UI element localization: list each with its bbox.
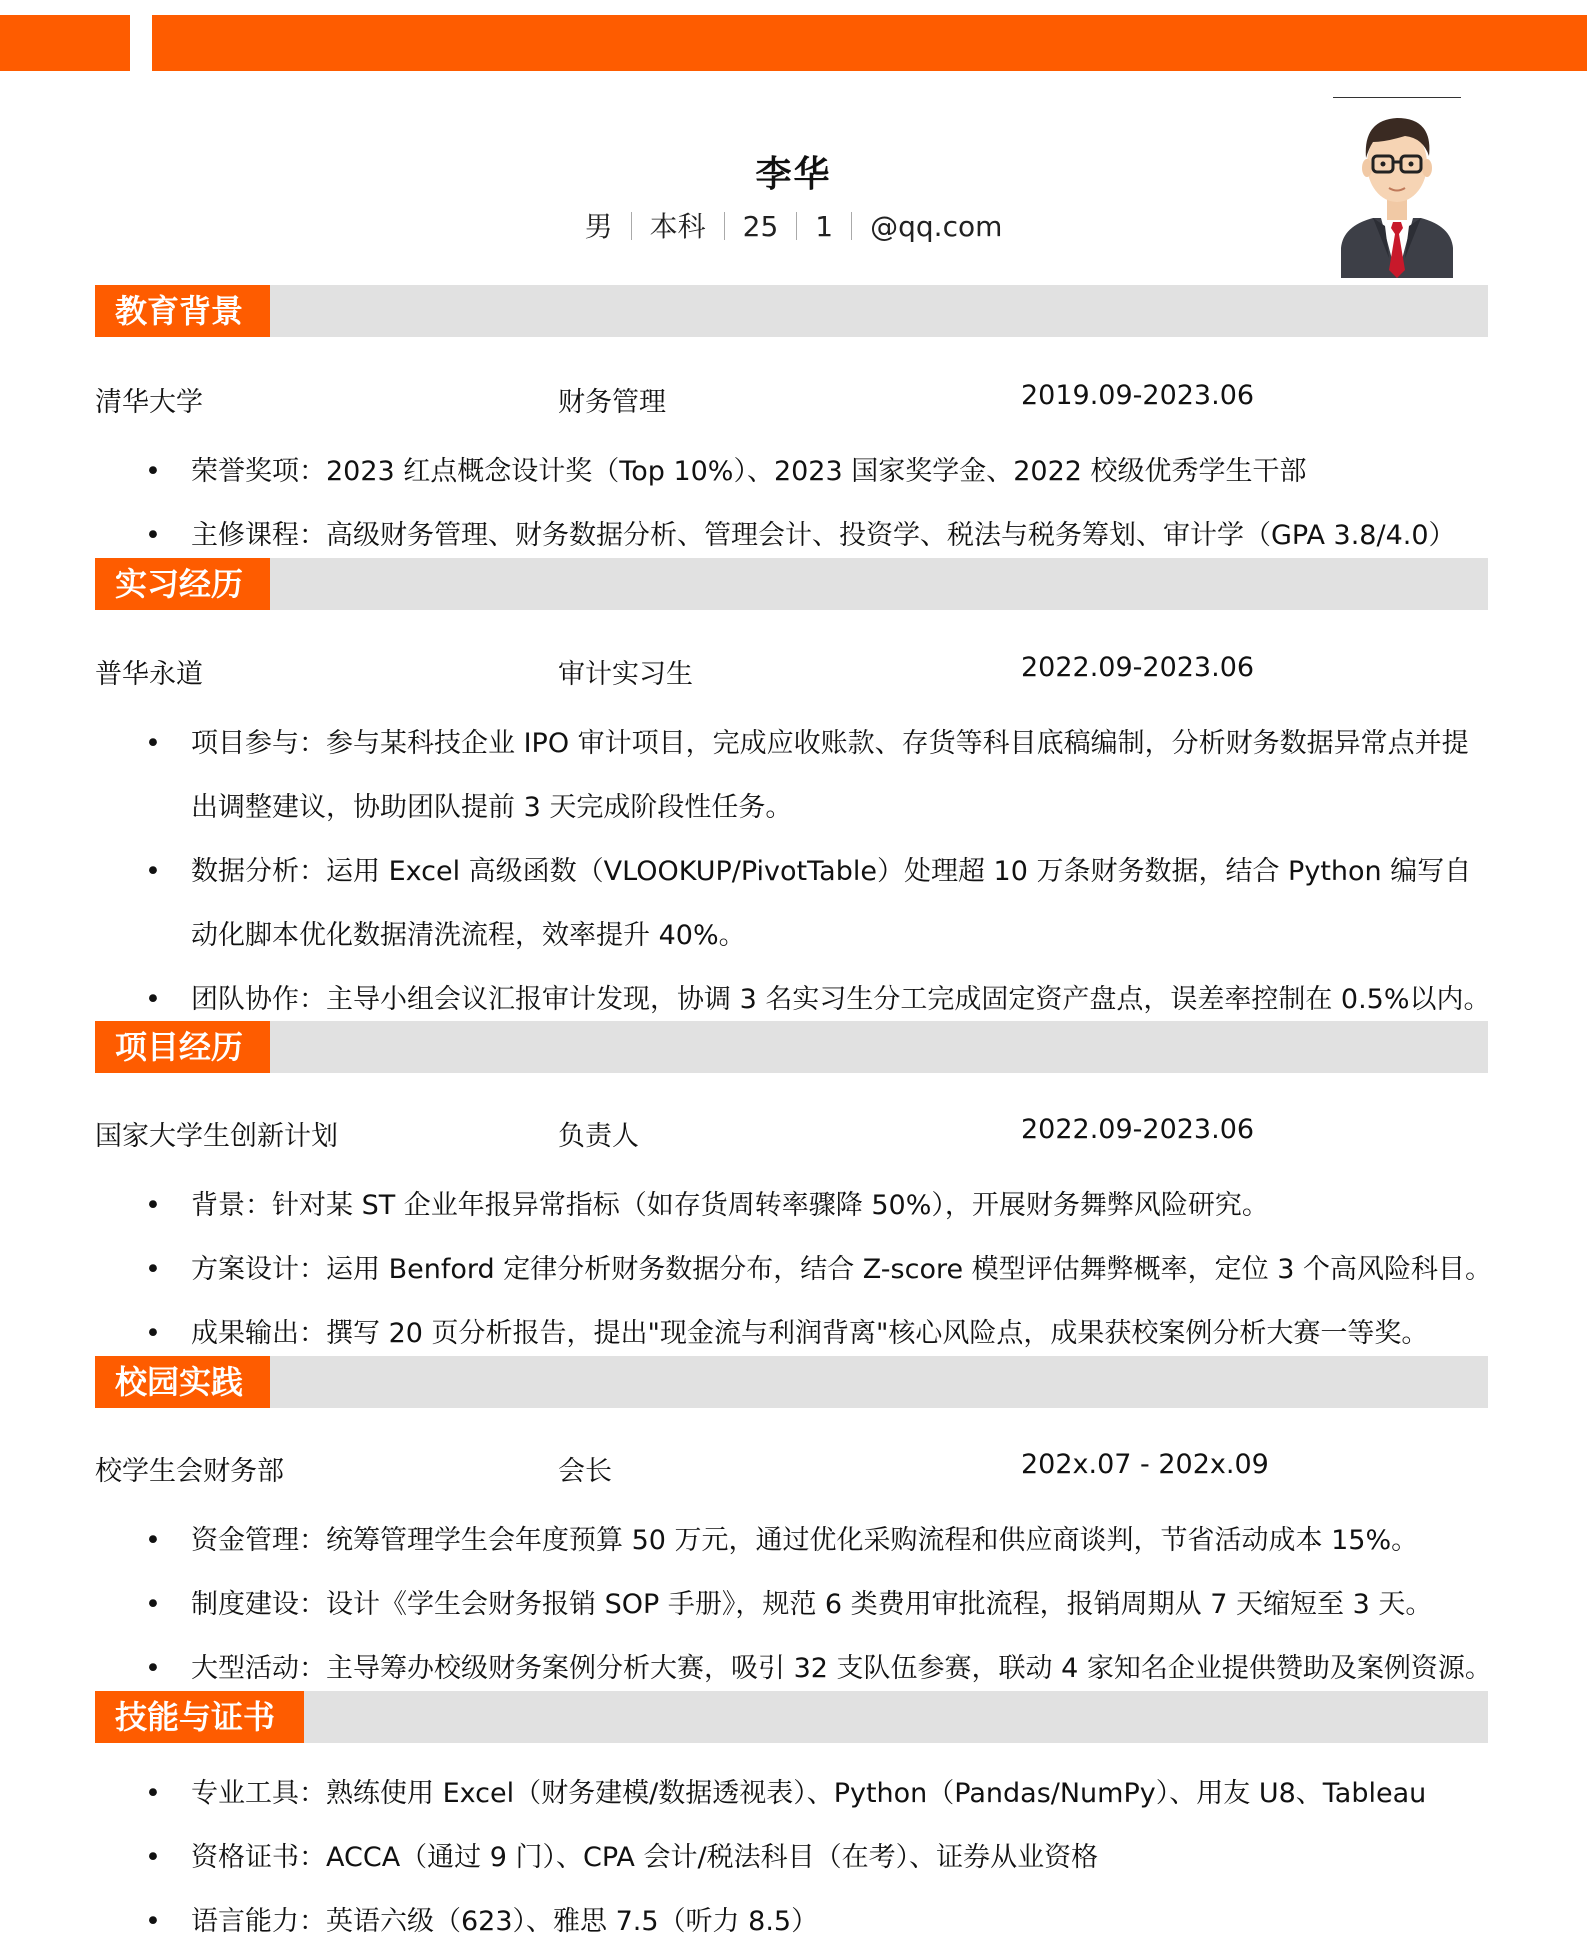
bullet-dot-icon: • — [145, 1778, 161, 1809]
internship-bullets — [95, 712, 1495, 1032]
list-item: • 荣誉奖项：2023 红点概念设计奖（Top 10%）、2023 国家奖学金、2022 校级优秀学生干部 — [95, 440, 1495, 504]
bullet-dot-icon: • — [145, 728, 161, 759]
project-entry — [95, 1114, 1488, 1154]
section-title-skills: 技能与证书 — [95, 1691, 304, 1743]
bullet-dot-icon: • — [145, 1190, 161, 1221]
list-item: • 制度建设：设计《学生会财务报销 SOP 手册》，规范 6 类费用审批流程，报销周期从 7 天缩短至 3 天。 — [95, 1573, 1495, 1637]
candidate-info — [0, 205, 1587, 245]
list-item: • 方案设计：运用 Benford 定律分析财务数据分布，结合 Z-score 模型评估舞弊概率，定位 3 个高风险科目。 — [95, 1238, 1495, 1302]
bullet-dot-icon: • — [145, 1906, 161, 1937]
section-bar-campus — [95, 1356, 1488, 1408]
project-period: 2022.09-2023.06 — [1021, 1114, 1255, 1145]
info-phone: 1 — [815, 210, 834, 243]
section-bar-project — [95, 1021, 1488, 1073]
education-period: 2019.09-2023.06 — [1021, 380, 1255, 411]
list-item: • 成果输出：撰写 20 页分析报告，提出"现金流与利润背离"核心风险点，成果获校案例分析大赛一等奖。 — [95, 1302, 1495, 1366]
campus-period: 202x.07 - 202x.09 — [1021, 1449, 1269, 1480]
campus-org: 校学生会财务部 — [95, 1456, 284, 1487]
education-entry — [95, 380, 1488, 420]
bullet-dot-icon: • — [145, 1525, 161, 1556]
project-bullets — [95, 1174, 1495, 1366]
top-accent-bar-right — [152, 15, 1587, 71]
bullet-dot-icon: • — [145, 1653, 161, 1684]
internship-entry — [95, 652, 1488, 692]
project-name: 国家大学生创新计划 — [95, 1121, 338, 1152]
section-title-internship: 实习经历 — [95, 558, 270, 610]
bullet-dot-icon: • — [145, 1842, 161, 1873]
campus-bullets — [95, 1509, 1495, 1701]
info-age: 25 — [742, 210, 779, 243]
candidate-name: 李华 — [755, 154, 832, 195]
info-separator — [631, 212, 632, 240]
list-item: • 背景：针对某 ST 企业年报异常指标（如存货周转率骤降 50%），开展财务舞弊风险研究。 — [95, 1174, 1495, 1238]
education-major: 财务管理 — [558, 387, 666, 418]
bullet-dot-icon: • — [145, 1589, 161, 1620]
bullet-dot-icon: • — [145, 1254, 161, 1285]
info-degree: 本科 — [649, 210, 706, 243]
info-gender: 男 — [584, 210, 613, 243]
bullet-dot-icon: • — [145, 456, 161, 487]
section-bar-internship — [95, 558, 1488, 610]
info-separator — [851, 212, 852, 240]
bullet-dot-icon: • — [145, 984, 161, 1015]
list-item: • 资格证书：ACCA（通过 9 门）、CPA 会计/税法科目（在考）、证券从业资格 — [95, 1826, 1495, 1890]
list-item: • 数据分析：运用 Excel 高级函数（VLOOKUP/PivotTable）处理超 10 万条财务数据，结合 Python 编写自动化脚本优化数据清洗流程，效率提升 40%。 — [95, 840, 1495, 968]
list-item: • 专业工具：熟练使用 Excel（财务建模/数据透视表）、Python（Pandas/NumPy）、用友 U8、Tableau — [95, 1762, 1495, 1826]
bullet-dot-icon: • — [145, 1318, 161, 1349]
list-item: • 团队协作：主导小组会议汇报审计发现，协调 3 名实习生分工完成固定资产盘点，误差率控制在 0.5%以内。 — [95, 968, 1495, 1032]
education-school: 清华大学 — [95, 387, 203, 418]
list-item: • 大型活动：主导筹办校级财务案例分析大赛，吸引 32 支队伍参赛，联动 4 家知名企业提供赞助及案例资源。 — [95, 1637, 1495, 1701]
info-email: @qq.com — [870, 210, 1003, 243]
list-item: • 项目参与：参与某科技企业 IPO 审计项目，完成应收账款、存货等科目底稿编制，分析财务数据异常点并提出调整建议，协助团队提前 3 天完成阶段性任务。 — [95, 712, 1495, 840]
internship-period: 2022.09-2023.06 — [1021, 652, 1255, 683]
info-separator — [724, 212, 725, 240]
education-bullets — [95, 440, 1495, 568]
internship-company: 普华永道 — [95, 659, 203, 690]
section-title-education: 教育背景 — [95, 285, 270, 337]
campus-role: 会长 — [558, 1456, 612, 1487]
section-title-campus: 校园实践 — [95, 1356, 270, 1408]
project-role: 负责人 — [558, 1121, 639, 1152]
list-item: • 主修课程：高级财务管理、财务数据分析、管理会计、投资学、税法与税务筹划、审计学（GPA 3.8/4.0） — [95, 504, 1495, 568]
campus-entry — [95, 1449, 1488, 1489]
internship-role: 审计实习生 — [558, 659, 693, 690]
bullet-dot-icon: • — [145, 520, 161, 551]
bullet-dot-icon: • — [145, 856, 161, 887]
list-item: • 语言能力：英语六级（623）、雅思 7.5（听力 8.5） — [95, 1890, 1495, 1954]
top-accent-bar-left — [0, 15, 130, 71]
info-separator — [796, 212, 797, 240]
section-title-project: 项目经历 — [95, 1021, 270, 1073]
list-item: • 资金管理：统筹管理学生会年度预算 50 万元，通过优化采购流程和供应商谈判，节省活动成本 15%。 — [95, 1509, 1495, 1573]
section-bar-education — [95, 285, 1488, 337]
skills-bullets — [95, 1762, 1495, 1954]
